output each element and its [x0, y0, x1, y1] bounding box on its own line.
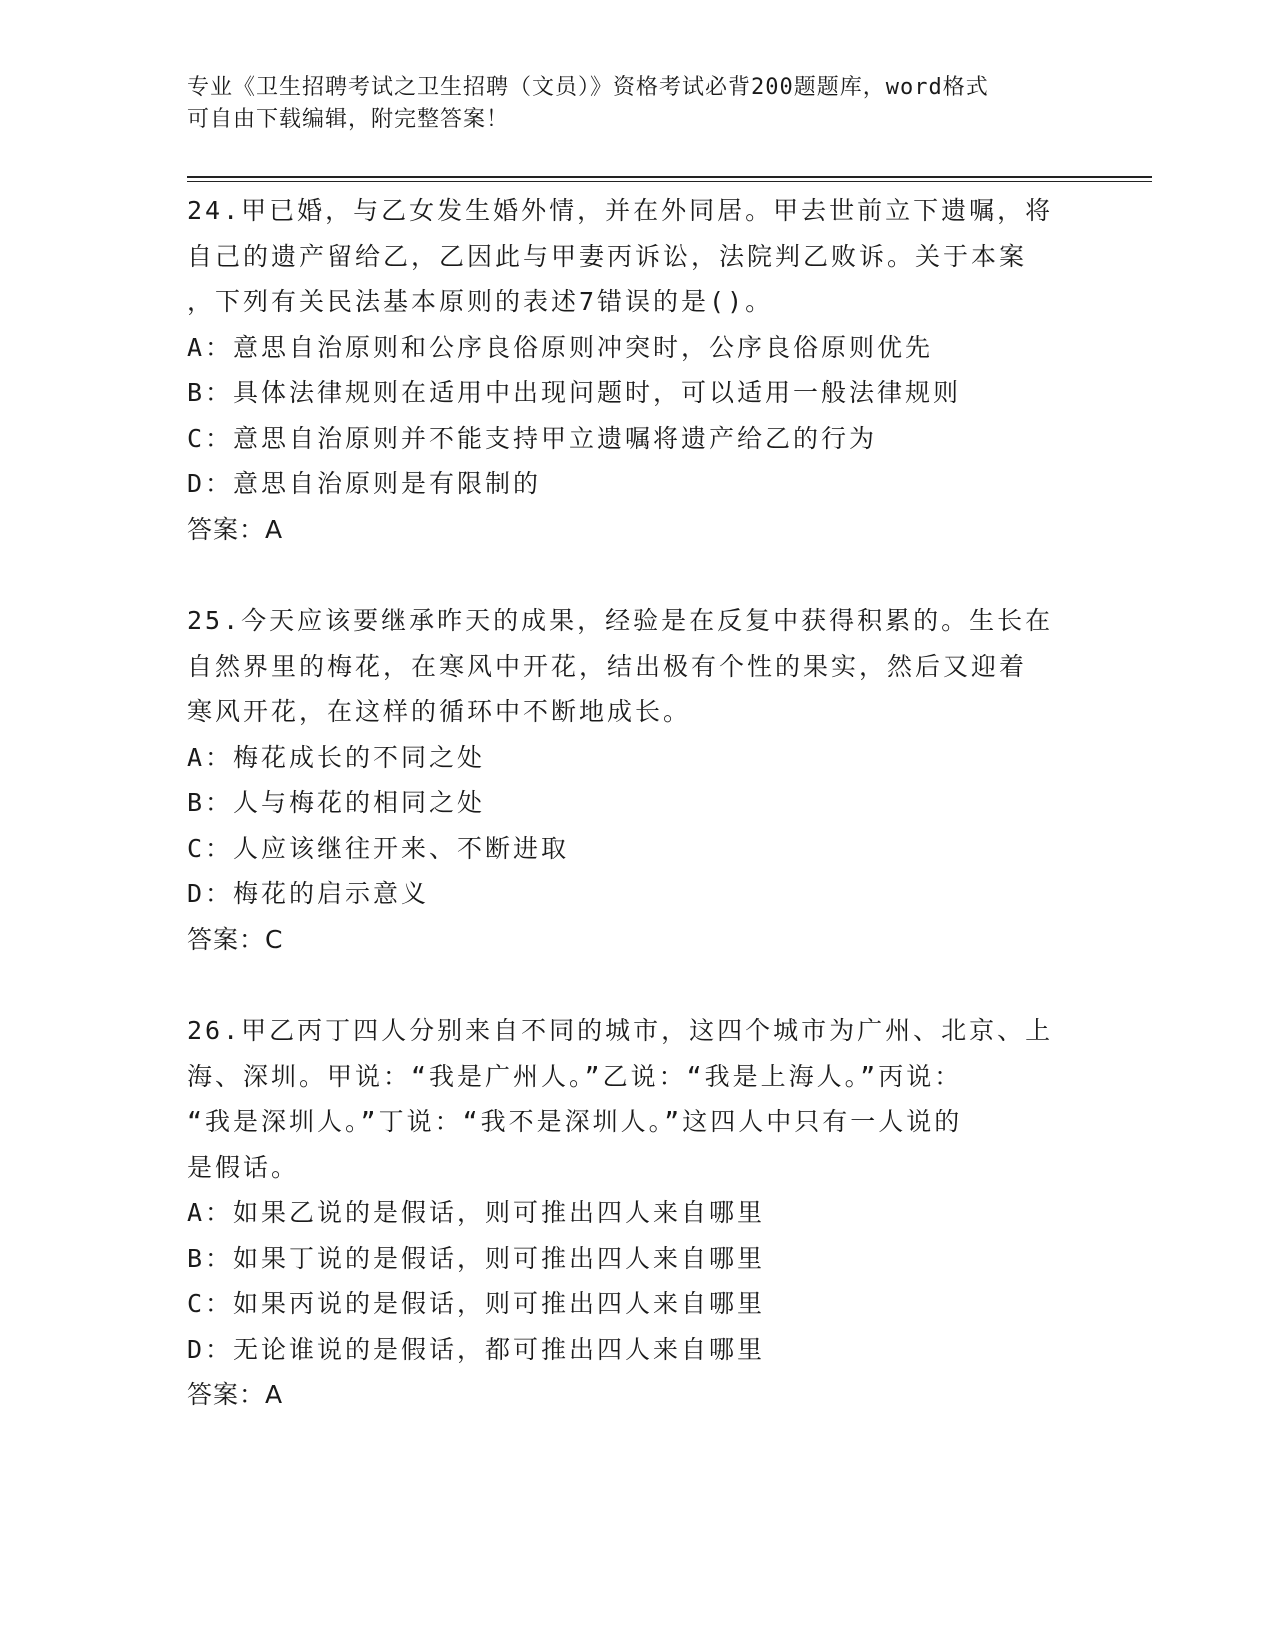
question-text-line: 是假话。: [187, 1152, 300, 1182]
question-list: [187, 188, 1087, 1418]
question-text-line: ，下列有关民法基本原则的表述7错误的是()。: [187, 287, 774, 316]
question-26: [187, 1008, 1087, 1418]
header-line: 专业《卫生招聘考试之卫生招聘（文员）》资格考试必背200题题库，word格式: [187, 75, 989, 100]
question-24: [187, 188, 1087, 552]
document-header: [187, 72, 1067, 136]
header-line: 可自由下载编辑，附完整答案！: [187, 107, 510, 132]
option-b: B：如果丁说的是假话，则可推出四人来自哪里: [187, 1243, 766, 1273]
question-text-line: 自己的遗产留给乙，乙因此与甲妻丙诉讼，法院判乙败诉。关于本案: [187, 241, 1028, 271]
answer-line: 答案：A: [187, 514, 284, 544]
option-d: D：无论谁说的是假话，都可推出四人来自哪里: [187, 1334, 766, 1364]
question-text-line: 海、深圳。甲说：“我是广州人。”乙说：“我是上海人。”丙说：: [187, 1061, 963, 1091]
option-b: B：具体法律规则在适用中出现问题时，可以适用一般法律规则: [187, 378, 962, 407]
question-text-line: 25.今天应该要继承昨天的成果，经验是在反复中获得积累的。生长在: [187, 606, 1054, 635]
question-text-line: 自然界里的梅花，在寒风中开花，结出极有个性的果实，然后又迎着: [187, 651, 1028, 681]
option-a: A：如果乙说的是假话，则可推出四人来自哪里: [187, 1198, 766, 1227]
option-c: C：意思自治原则并不能支持甲立遗嘱将遗产给乙的行为: [187, 423, 878, 453]
option-b: B：人与梅花的相同之处: [187, 788, 486, 817]
question-25: [187, 598, 1087, 962]
question-text-line: 26.甲乙丙丁四人分别来自不同的城市，这四个城市为广州、北京、上: [187, 1016, 1054, 1045]
option-c: C：人应该继往开来、不断进取: [187, 833, 570, 863]
question-text-line: “我是深圳人。”丁说：“我不是深圳人。”这四人中只有一人说的: [187, 1107, 963, 1136]
option-d: D：意思自治原则是有限制的: [187, 469, 542, 498]
option-d: D：梅花的启示意义: [187, 879, 430, 908]
option-c: C：如果丙说的是假话，则可推出四人来自哪里: [187, 1289, 766, 1318]
question-spacer: [187, 552, 1087, 598]
answer-line: 答案：C: [187, 924, 284, 954]
option-a: A：意思自治原则和公序良俗原则冲突时，公序良俗原则优先: [187, 332, 934, 362]
header-divider-thin: [187, 181, 1152, 182]
question-text-line: 寒风开花，在这样的循环中不断地成长。: [187, 697, 692, 726]
answer-line: 答案：A: [187, 1380, 284, 1409]
question-text-line: 24.甲已婚，与乙女发生婚外情，并在外同居。甲去世前立下遗嘱，将: [187, 196, 1054, 225]
header-divider: [187, 176, 1152, 178]
question-spacer: [187, 962, 1087, 1008]
option-a: A：梅花成长的不同之处: [187, 742, 486, 772]
